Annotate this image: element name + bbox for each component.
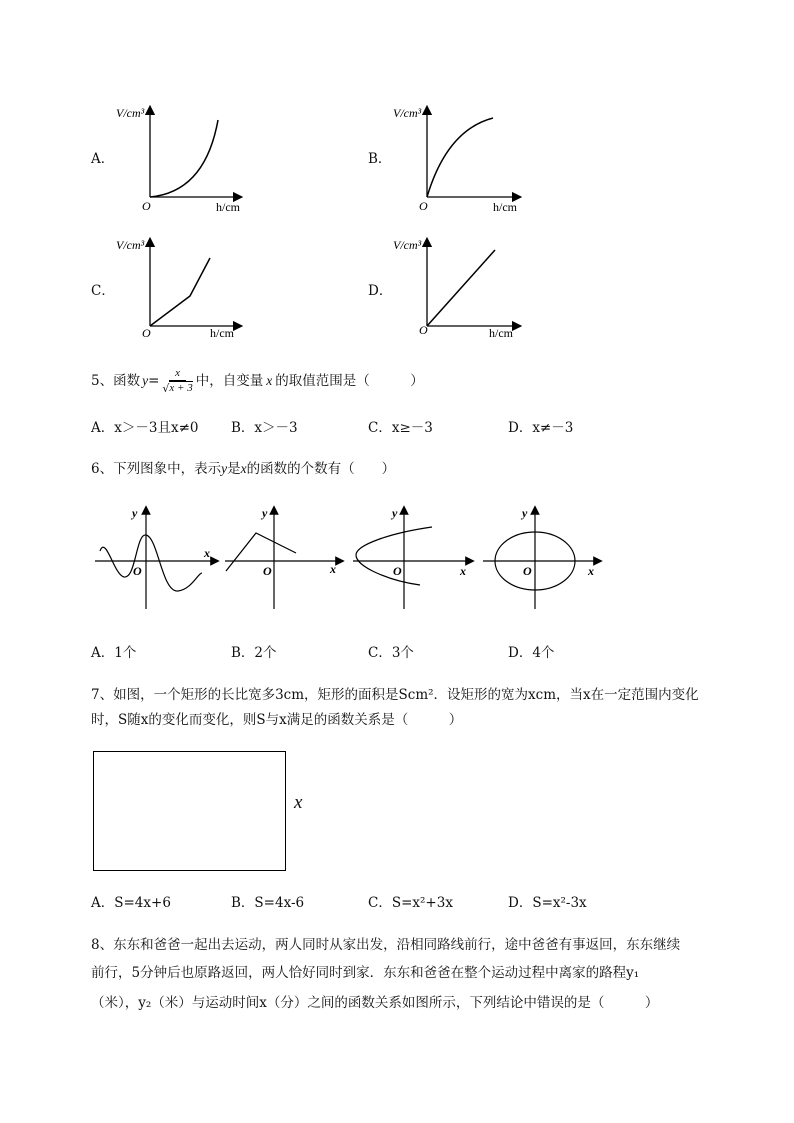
origin-label: O: [419, 323, 428, 337]
curve: [150, 120, 218, 197]
axis-y-label: y: [132, 506, 138, 520]
q5-fraction-numerator: x: [169, 367, 186, 381]
broken-line: [226, 533, 296, 571]
piecewise-line: [150, 258, 210, 326]
q6-graph-broken-line: [222, 505, 347, 615]
origin-label: O: [133, 564, 142, 578]
q5-option-a[interactable]: A．x＞－3且x≠0: [91, 420, 199, 436]
q5-stem-middle: 中，自变量: [195, 373, 264, 389]
origin-label: O: [523, 564, 532, 578]
q6-graph-sine: [92, 505, 222, 615]
q5-equals: =: [148, 373, 160, 389]
axis-x-label: x: [588, 564, 594, 578]
q5-option-d[interactable]: D．x≠－3: [508, 420, 574, 436]
q7-option-d[interactable]: D．S=x²-3x: [508, 895, 587, 911]
q4-option-b-label: B．: [368, 151, 392, 167]
q4-graph-a: [110, 100, 250, 215]
y-axis-label: V/cm³: [393, 106, 422, 120]
q5-stem-end: 的取值范围是（ ）: [275, 373, 424, 389]
q6-var-y: y: [221, 461, 228, 476]
q6-stem: [91, 460, 395, 478]
y-axis-label: V/cm³: [393, 238, 422, 252]
axis-x-label: x: [460, 564, 466, 578]
q7-option-c[interactable]: C．S=x²+3x: [368, 895, 453, 911]
q7-stem-line1: 7、如图，一个矩形的长比宽多3cm，矩形的面积是Scm²．设矩形的宽为xcm，当x在一定范围内变化: [91, 687, 699, 703]
q4-graph-b: [387, 100, 532, 215]
q6-option-a[interactable]: A．1个: [91, 645, 137, 661]
q6-stem-middle: 是: [227, 461, 241, 477]
q6-var-x: x: [240, 461, 247, 476]
q5-radicand: x + 3: [169, 382, 193, 394]
origin-label: O: [142, 326, 151, 340]
x-axis-label: h/cm: [493, 200, 517, 214]
q7-option-a[interactable]: A．S=4x+6: [91, 895, 171, 911]
x-axis-label: h/cm: [489, 326, 513, 340]
sqrt-icon: √: [162, 381, 170, 395]
q5-option-c[interactable]: C．x≥－3: [368, 420, 433, 436]
q6-graph-ellipse: [480, 505, 605, 615]
q4-graph-d: [387, 232, 532, 344]
curve: [427, 118, 493, 197]
q5-fraction: [162, 367, 192, 395]
q5-stem: [91, 367, 424, 395]
straight-line: [427, 250, 495, 326]
axis-y-label: y: [262, 506, 268, 520]
q5-option-b[interactable]: B．x＞－3: [231, 420, 298, 436]
origin-label: O: [263, 564, 272, 578]
sine-curve: [100, 535, 202, 591]
q8-stem-line1: 8、东东和爸爸一起出去运动，两人同时从家出发，沿相同路线前行，途中爸爸有事返回，东东继续: [91, 937, 681, 953]
q7-rectangle-figure: [93, 751, 286, 871]
q5-var-x: x: [266, 373, 273, 388]
origin-label: O: [393, 564, 402, 578]
q5-fraction-denominator: [162, 381, 192, 395]
x-axis-label: h/cm: [216, 200, 240, 214]
q6-stem-end: 的函数的个数有（ ）: [246, 461, 396, 477]
q8-stem-line2: 前行，5分钟后也原路返回，两人恰好同时到家．东东和爸爸在整个运动过程中离家的路程y₁: [91, 965, 640, 981]
origin-label: O: [142, 199, 151, 213]
q6-option-b[interactable]: B．2个: [231, 645, 277, 661]
axis-x-label: x: [330, 562, 336, 576]
axis-x-label: x: [204, 546, 210, 560]
origin-label: O: [419, 199, 428, 213]
axis-y-label: y: [392, 506, 398, 520]
q8-stem-line3: （米），y₂（米）与运动时间x（分）之间的函数关系如图所示，下列结论中错误的是（ ）: [91, 995, 659, 1011]
q6-graph-parabola: [350, 505, 475, 615]
axis-y-label: y: [522, 506, 528, 520]
y-axis-label: V/cm³: [116, 238, 145, 252]
q7-side-label: x: [294, 792, 303, 813]
q6-option-d[interactable]: D．4个: [508, 645, 555, 661]
q7-stem-line2: 时，S随x的变化而变化，则S与x满足的函数关系是（ ）: [91, 712, 463, 728]
x-axis-label: h/cm: [210, 326, 234, 340]
q4-option-d-label: D．: [368, 283, 393, 299]
q4-option-c-label: C．: [91, 283, 115, 299]
q7-option-b[interactable]: B．S=4x-6: [231, 895, 305, 911]
q6-option-c[interactable]: C．3个: [368, 645, 414, 661]
y-axis-label: V/cm³: [116, 106, 145, 120]
q4-option-a-label: A．: [91, 151, 115, 167]
q4-graph-c: [110, 232, 255, 344]
q5-var-y: y: [142, 373, 149, 388]
q5-number: 5、函数: [91, 373, 141, 389]
q6-stem-start: 6、下列图象中，表示: [91, 461, 222, 477]
